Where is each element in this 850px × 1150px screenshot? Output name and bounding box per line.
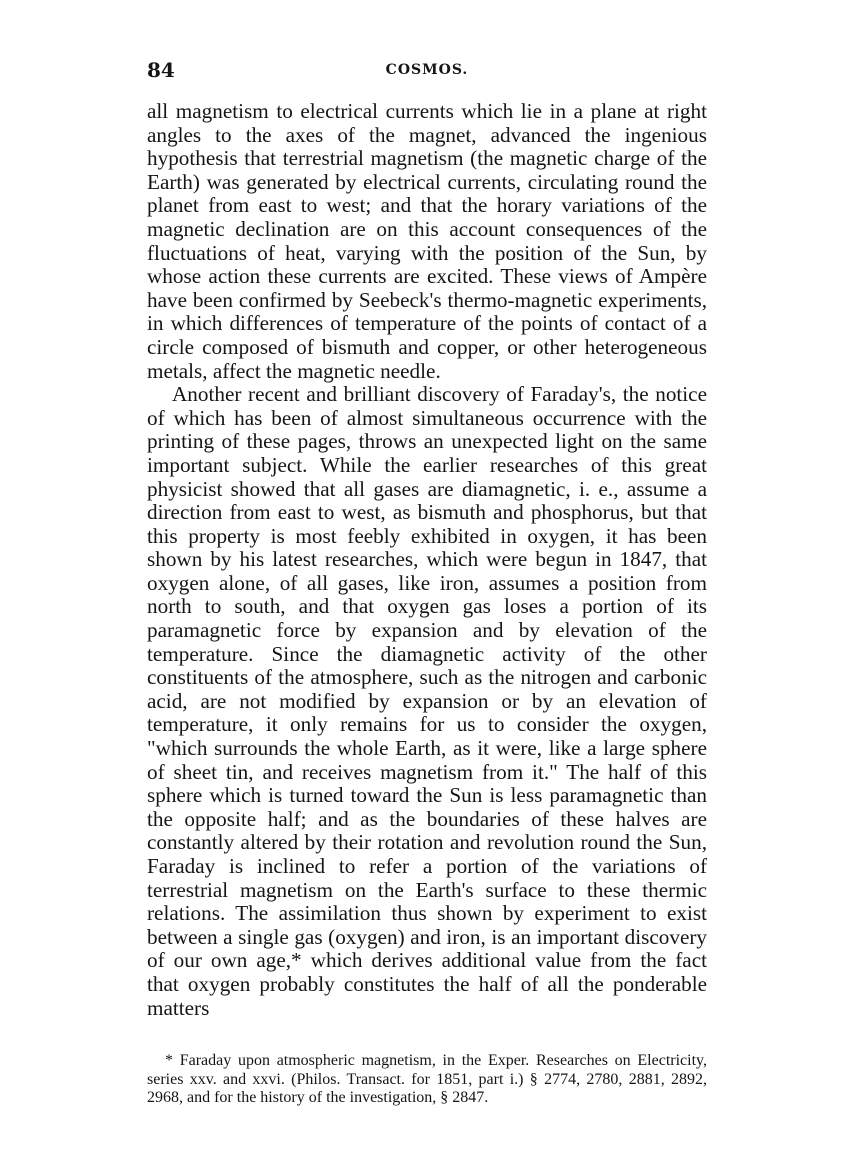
paragraph-2: Another recent and brilliant discovery of Faraday's, the notice of which has been of almost simultaneous occurrence with the printing of these pages, throws an unexpected light on the same important subject. While the earlier researches of this great physicist showed that all gases are diamagnetic, i. e., assume a direction from east to west, as bismuth and phosphorus, but that this property is most feebly exhibited in oxygen, it has been shown by his latest researches, which were begun in 1847, that oxygen alone, of all gases, like iron, assumes a position from north to south, and that oxygen gas loses a portion of its paramagnetic force by expansion and by elevation of the temperature. Since the diamagnetic activity of the other constituents of the atmosphere, such as the nitrogen and carbonic acid, are not modified by expansion or by an elevation of temperature, it only remains for us to consider the oxygen, "which surrounds the whole Earth, as it were, like a large sphere of sheet tin, and receives magnetism from it." The half of this sphere which is turned toward the Sun is less paramagnetic than the opposite half; and as the boundaries of these halves are constantly altered by their rotation and revolution round the Sun, Faraday is inclined to refer a portion of the variations of terrestrial magnetism on the Earth's surface to these thermic relations. The assimilation thus shown by experiment to exist between a single gas (oxygen) and iron, is an important discovery of our own age,* which derives additional value from the fact that oxygen probably constitutes the half of all the ponderable matters [147,382,707,1020]
page-number: 84 [147,58,175,82]
page-header [147,58,707,86]
book-page [147,58,707,1108]
paragraph-1: all magnetism to electrical currents which lie in a plane at right angles to the axes of the magnet, advanced the ingenious hypothesis that terrestrial magnetism (the magnetic charge of the Earth) was generated by electrical currents, circulating round the planet from east to west; and that the horary variations of the magnetic declination are on this account consequences of the fluctuations of heat, varying with the position of the Sun, by whose action these currents are excited. These views of Ampère have been confirmed by Seebeck's thermo-magnetic experiments, in which differences of temperature of the points of contact of a circle composed of bismuth and copper, or other heterogeneous metals, affect the magnetic needle. [147,99,707,383]
body-text [147,100,707,1020]
footnote: * Faraday upon atmospheric magnetism, in the Exper. Researches on Electricity, series xxv. and xxvi. (Philos. Transact. for 1851, part i.) § 2774, 2780, 2881, 2892, 2968, and for the history of the investigation, § 2847. [147,1052,707,1107]
running-title: COSMOS. [385,62,469,78]
footnotes [147,1052,707,1108]
